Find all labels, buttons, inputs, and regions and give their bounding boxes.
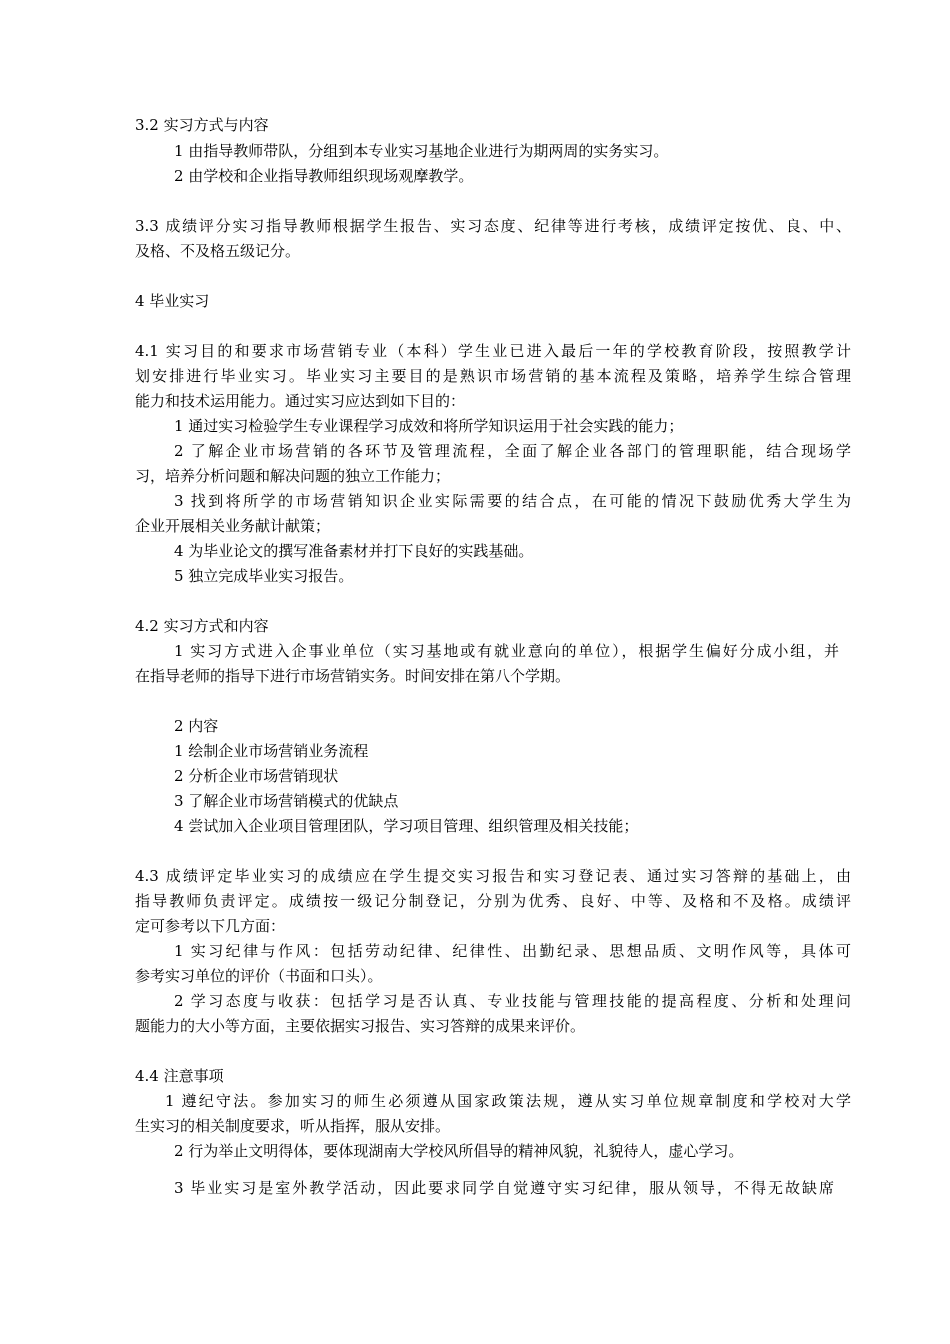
paragraph-line: 4.3 成绩评定毕业实习的成绩应在学生提交实习报告和实习登记表、通过实习答辩的基础上，由 <box>135 867 851 885</box>
list-item: 1 实习纪律与作风：包括劳动纪律、纪律性、出勤纪录、思想品质、文明作风等，具体可 <box>174 942 851 960</box>
list-item: 2 了解企业市场营销的各环节及管理流程，全面了解企业各部门的管理职能，结合现场学 <box>174 442 851 460</box>
list-item-continued: 生实习的相关制度要求，听从指挥，服从安排。 <box>135 1117 451 1135</box>
section-heading-3-2: 3.2 实习方式与内容 <box>135 116 269 134</box>
list-item: 1 绘制企业市场营销业务流程 <box>174 742 369 760</box>
section-heading-4-4: 4.4 注意事项 <box>135 1067 224 1085</box>
list-item: 3 找到将所学的市场营销知识企业实际需要的结合点，在可能的情况下鼓励优秀大学生为 <box>174 492 851 510</box>
paragraph-line: 3.3 成绩评分实习指导教师根据学生报告、实习态度、纪律等进行考核，成绩评定按优、良、中、 <box>135 217 851 235</box>
paragraph-line: 能力和技术运用能力。通过实习应达到如下目的： <box>135 392 466 410</box>
section-heading-4-2: 4.2 实习方式和内容 <box>135 617 269 635</box>
paragraph-line: 在指导老师的指导下进行市场营销实务。时间安排在第八个学期。 <box>135 667 571 685</box>
list-item: 2 由学校和企业指导教师组织现场观摩教学。 <box>174 167 474 185</box>
list-item: 2 分析企业市场营销现状 <box>174 767 339 785</box>
list-item-continued: 习，培养分析问题和解决问题的独立工作能力； <box>135 467 451 485</box>
list-item: 1 通过实习检验学生专业课程学习成效和将所学知识运用于社会实践的能力； <box>174 417 684 435</box>
list-item: 3 毕业实习是室外教学活动，因此要求同学自觉遵守实习纪律，服从领导，不得无故缺席 <box>174 1179 834 1197</box>
list-item: 2 学习态度与收获：包括学习是否认真、专业技能与管理技能的提高程度、分析和处理问 <box>174 992 851 1010</box>
list-item: 4 尝试加入企业项目管理团队，学习项目管理、组织管理及相关技能； <box>174 817 639 835</box>
list-item-continued: 题能力的大小等方面，主要依据实习报告、实习答辩的成果来评价。 <box>135 1017 586 1035</box>
list-item: 5 独立完成毕业实习报告。 <box>174 567 354 585</box>
paragraph-line: 指导教师负责评定。成绩按一级记分制登记，分别为优秀、良好、中等、及格和不及格。成绩评 <box>135 892 851 910</box>
paragraph-line: 定可参考以下几方面： <box>135 917 286 935</box>
list-item: 1 由指导教师带队，分组到本专业实习基地企业进行为期两周的实务实习。 <box>174 142 669 160</box>
list-item-continued: 企业开展相关业务献计献策； <box>135 517 331 535</box>
list-item: 3 了解企业市场营销模式的优缺点 <box>174 792 399 810</box>
list-item: 2 行为举止文明得体，要体现湖南大学校风所倡导的精神风貌，礼貌待人，虚心学习。 <box>174 1142 744 1160</box>
paragraph-line: 4.1 实习目的和要求市场营销专业（本科）学生业已进入最后一年的学校教育阶段，按照教学计 <box>135 342 851 360</box>
paragraph-line: 1 实习方式进入企事业单位（实习基地或有就业意向的单位），根据学生偏好分成小组，并 <box>174 642 839 660</box>
list-item: 4 为毕业论文的撰写准备素材并打下良好的实践基础。 <box>174 542 534 560</box>
paragraph-line: 及格、不及格五级记分。 <box>135 242 301 260</box>
paragraph-line: 划安排进行毕业实习。毕业实习主要目的是熟识市场营销的基本流程及策略，培养学生综合管理 <box>135 367 851 385</box>
list-item: 1 遵纪守法。参加实习的师生必须遵从国家政策法规，遵从实习单位规章制度和学校对大学 <box>165 1092 851 1110</box>
list-item-continued: 参考实习单位的评价（书面和口头）。 <box>135 967 383 985</box>
section-heading-4: 4 毕业实习 <box>135 292 210 310</box>
subheading: 2 内容 <box>174 717 219 735</box>
